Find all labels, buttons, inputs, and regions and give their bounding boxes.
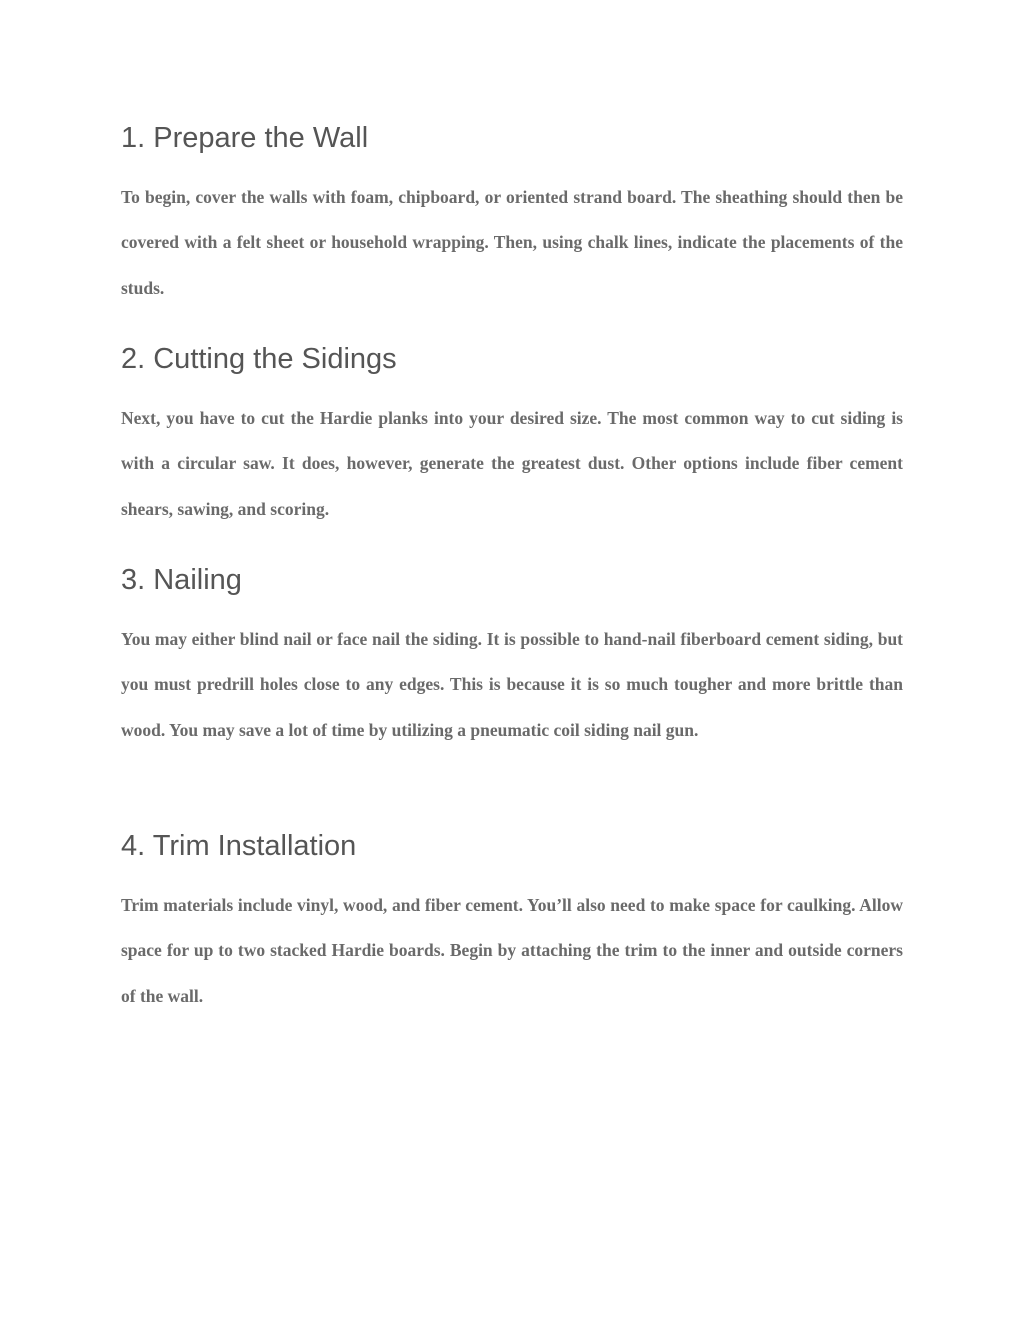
section-heading: 3. Nailing bbox=[121, 564, 242, 596]
section-paragraph: To begin, cover the walls with foam, chipboard, or oriented strand board. The sheathing should then be covered with a felt sheet or household wrapping. Then, using chalk lines, indicate the placements of the studs. bbox=[121, 187, 903, 298]
section-heading: 1. Prepare the Wall bbox=[121, 122, 369, 154]
section-prepare-the-wall bbox=[121, 121, 903, 311]
section-cutting-the-sidings bbox=[121, 342, 903, 532]
section-paragraph: Next, you have to cut the Hardie planks into your desired size. The most common way to cut siding is with a circular saw. It does, however, generate the greatest dust. Other options include fiber cement shears, sawing, and scoring. bbox=[121, 408, 903, 519]
section-heading: 2. Cutting the Sidings bbox=[121, 343, 397, 375]
section-trim-installation bbox=[121, 829, 903, 1019]
section-nailing bbox=[121, 563, 903, 753]
section-paragraph: You may either blind nail or face nail the siding. It is possible to hand-nail fiberboard cement siding, but you must predrill holes close to any edges. This is because it is so much tougher and more brittle than wood. You may save a lot of time by utilizing a pneumatic coil siding nail gun. bbox=[121, 629, 903, 740]
section-heading: 4. Trim Installation bbox=[121, 830, 357, 862]
section-paragraph: Trim materials include vinyl, wood, and fiber cement. You’ll also need to make space for caulking. Allow space for up to two stacked Hardie boards. Begin by attaching the trim to the inner and outside corners of the wall. bbox=[121, 895, 903, 1006]
